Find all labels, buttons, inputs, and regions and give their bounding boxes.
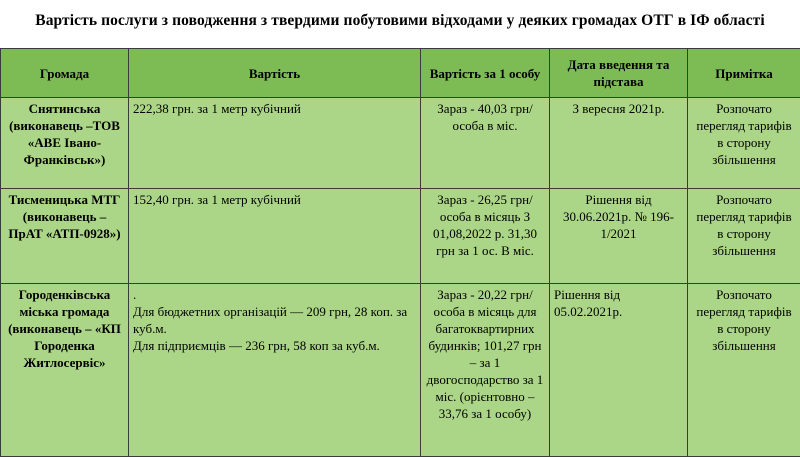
community-cell: Тисменицька МТГ (виконавець – ПрАТ «АТП-0928»): [1, 189, 129, 284]
tariff-table: [0, 48, 800, 457]
cost-line: 222,38 грн. за 1 метр кубічний: [133, 100, 416, 117]
header-note: Примітка: [688, 49, 800, 98]
date-cell: З вересня 2021р.: [550, 98, 688, 189]
header-cost: Вартість: [129, 49, 421, 98]
table-row: [1, 98, 800, 189]
cost-cell: [129, 284, 421, 457]
community-cell: Городенківська міська громада (виконавець – «КП Городенка Житлосервіс»: [1, 284, 129, 457]
cost-cell: [129, 189, 421, 284]
note-cell: Розпочато перегляд тарифів в сторону збільшення: [688, 98, 800, 189]
page-title: Вартість послуги з поводження з твердими побутовими відходами у деяких громадах ОТГ в ІФ області: [0, 12, 800, 30]
table-header-row: [1, 49, 800, 98]
note-cell: Розпочато перегляд тарифів в сторону збільшення: [688, 284, 800, 457]
community-cell: Снятинська (виконавець –ТОВ «АВЕ Івано-Франківськ»): [1, 98, 129, 189]
cost-line: 152,40 грн. за 1 метр кубічний: [133, 191, 416, 208]
date-cell: Рішення від 05.02.2021р.: [550, 284, 688, 457]
date-cell: Рішення від 30.06.2021р. № 196-1/2021: [550, 189, 688, 284]
per-person-cell: Зараз - 20,22 грн/особа в місяць для багатоквартирних будинків; 101,27 грн – за 1 двогосподарство за 1 міс. (орієнтовно – 33,76 за 1 особу): [421, 284, 550, 457]
header-per-person: Вартість за 1 особу: [421, 49, 550, 98]
cost-cell: [129, 98, 421, 189]
header-date: Дата введення та підстава: [550, 49, 688, 98]
cost-line: Для підприємців — 236 грн, 58 коп за куб.м.: [133, 337, 416, 354]
table-row: [1, 189, 800, 284]
cost-line: Для бюджетних організацій — 209 грн, 28 коп. за куб.м.: [133, 303, 416, 337]
per-person-cell: Зараз - 26,25 грн/особа в місяць З 01,08,2022 р. 31,30 грн за 1 ос. В міс.: [421, 189, 550, 284]
note-cell: Розпочато перегляд тарифів в сторону збільшення: [688, 189, 800, 284]
header-community: Громада: [1, 49, 129, 98]
cost-line: .: [133, 286, 416, 303]
table-row: [1, 284, 800, 457]
per-person-cell: Зараз - 40,03 грн/особа в міс.: [421, 98, 550, 189]
